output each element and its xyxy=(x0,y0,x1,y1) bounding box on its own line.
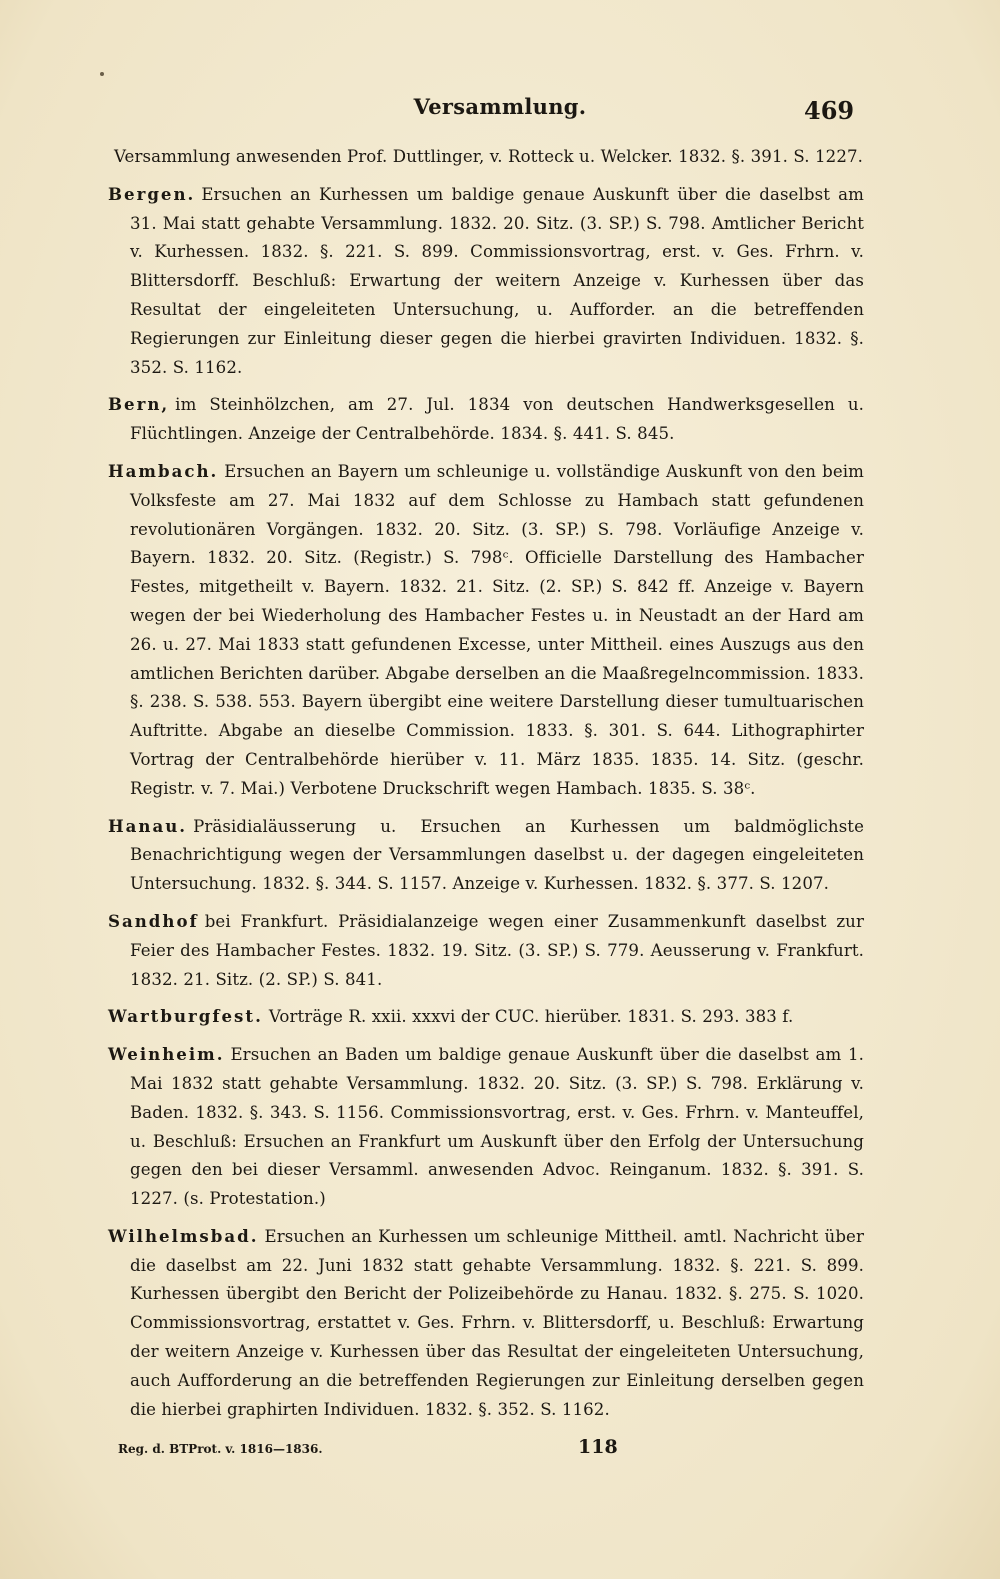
page-footer xyxy=(118,1436,878,1466)
index-entry xyxy=(108,1222,864,1425)
ink-speck xyxy=(100,72,104,76)
index-entry xyxy=(108,180,864,383)
entry-lemma: Wartburgfest. xyxy=(108,1006,263,1027)
signature-mark: 118 xyxy=(578,1436,618,1458)
entry-text: bei Frankfurt. Präsidialanzeige wegen einer Zusammenkunft daselbst zur Feier des Hambacher Festes. 1832. 19. Sitz. (3. SP.) S. 779. Aeusserung v. Frankfurt. 1832. 21. Sitz. (2. SP.) S. 841. xyxy=(130,911,864,989)
entry-text: Vorträge R. xxii. xxxvi der CUC. hierüber. 1831. S. 293. 383 f. xyxy=(268,1007,794,1027)
index-body xyxy=(108,142,864,1432)
entry-text: Versammlung anwesenden Prof. Duttlinger, v. Rotteck u. Welcker. 1832. §. 391. S. 1227. xyxy=(114,147,864,166)
entry-text: Ersuchen an Kurhessen um baldige genaue Auskunft über die daselbst am 31. Mai statt gehabte Versammlung. 1832. 20. Sitz. (3. SP.) S. 798. Amtlicher Bericht v. Kurhessen. 1832. §. 221. S. 899. Commissionsvortrag, erst. v. Ges. Frhrn. v. Blittersdorff. Beschluß: Erwartung der weitern Anzeige v. Kurhessen über das Resultat der eingeleiteten Untersuchung, u. Aufforder. an die betreffenden Regierungen zur Einleitung dieser gegen die hierbei gravirten Individuen. 1832. §. 352. S. 1162. xyxy=(130,184,864,377)
entry-text: Präsidialäusserung u. Ersuchen an Kurhessen um baldmöglichste Benachrichtigung wegen der Versammlungen daselbst u. der dagegen eingeleiteten Untersuchung. 1832. §. 344. S. 1157. Anzeige v. Kurhessen. 1832. §. 377. S. 1207. xyxy=(130,816,864,894)
index-entry xyxy=(108,1040,864,1214)
page-number: 469 xyxy=(804,96,855,125)
index-entry xyxy=(108,390,864,449)
entry-lemma: Bern, xyxy=(108,394,170,415)
index-entry xyxy=(108,812,864,899)
index-entry xyxy=(108,907,864,994)
entry-lemma: Sandhof xyxy=(108,910,199,931)
running-head: Versammlung. xyxy=(413,94,587,119)
register-title: Reg. d. BTProt. v. 1816—1836. xyxy=(118,1442,323,1456)
entry-text: Ersuchen an Bayern um schleunige u. vollständige Auskunft von den beim Volksfeste am 27. Mai 1832 auf dem Schlosse zu Hambach statt gefundenen revolutionären Vorgängen. 1832. 20. Sitz. (3. SP.) S. 798. Vorläufige Anzeige v. Bayern. 1832. 20. Sitz. (Registr.) S. 798ᶜ. Officielle Darstellung des Hambacher Festes, mitgetheilt v. Bayern. 1832. 21. Sitz. (2. SP.) S. 842 ff. Anzeige v. Bayern wegen der bei Wiederholung des Hambacher Festes u. in Neustadt an der Hard am 26. u. 27. Mai 1833 statt gefundenen Excesse, unter Mittheil. eines Auszugs aus den amtlichen Berichten darüber. Abgabe derselben an die Maaßregelncommission. 1833. §. 238. S. 538. 553. Bayern übergibt eine weitere Darstellung dieser tumultuarischen Auftritte. Abgabe an dieselbe Commission. 1833. §. 301. S. 644. Lithographirter Vortrag der Centralbehörde hierüber v. 11. März 1835. 1835. 14. Sitz. (geschr. Registr. v. 7. Mai.) Verbotene Druckschrift wegen Hambach. 1835. S. 38ᶜ. xyxy=(130,461,864,798)
index-entry xyxy=(108,457,864,804)
entry-lemma: Wilhelmsbad. xyxy=(108,1225,259,1246)
page-header xyxy=(0,94,1000,128)
entry-lemma: Hanau. xyxy=(108,815,188,836)
entry-lemma: Bergen. xyxy=(108,183,196,204)
entry-lemma: Hambach. xyxy=(108,460,219,481)
index-entry xyxy=(108,1002,864,1032)
index-entry xyxy=(108,142,864,172)
entry-lemma: Weinheim. xyxy=(108,1044,225,1065)
entry-text: Ersuchen an Baden um baldige genaue Auskunft über die daselbst am 1. Mai 1832 statt gehabte Versammlung. 1832. 20. Sitz. (3. SP.) S. 798. Erklärung v. Baden. 1832. §. 343. S. 1156. Commissionsvortrag, erst. v. Ges. Frhrn. v. Manteuffel, u. Beschluß: Ersuchen an Frankfurt um Auskunft über den Erfolg der Untersuchung gegen den bei dieser Versamml. anwesenden Advoc. Reinganum. 1832. §. 391. S. 1227. (s. Protestation.) xyxy=(130,1045,864,1209)
entry-text: im Steinhölzchen, am 27. Jul. 1834 von deutschen Handwerksgesellen u. Flüchtlingen. Anzeige der Centralbehörde. 1834. §. 441. S. 845. xyxy=(130,395,864,444)
entry-text: Ersuchen an Kurhessen um schleunige Mittheil. amtl. Nachricht über die daselbst am 22. Juni 1832 statt gehabte Versammlung. 1832. §. 221. S. 899. Kurhessen übergibt den Bericht der Polizeibehörde zu Hanau. 1832. §. 275. S. 1020. Commissionsvortrag, erstattet v. Ges. Frhrn. v. Blittersdorff, u. Beschluß: Erwartung der weitern Anzeige v. Kurhessen über das Resultat der eingeleiteten Untersuchung, auch Aufforderung an die betreffenden Regierungen zur Einleitung derselben gegen die hierbei graphirten Individuen. 1832. §. 352. S. 1162. xyxy=(130,1226,864,1419)
